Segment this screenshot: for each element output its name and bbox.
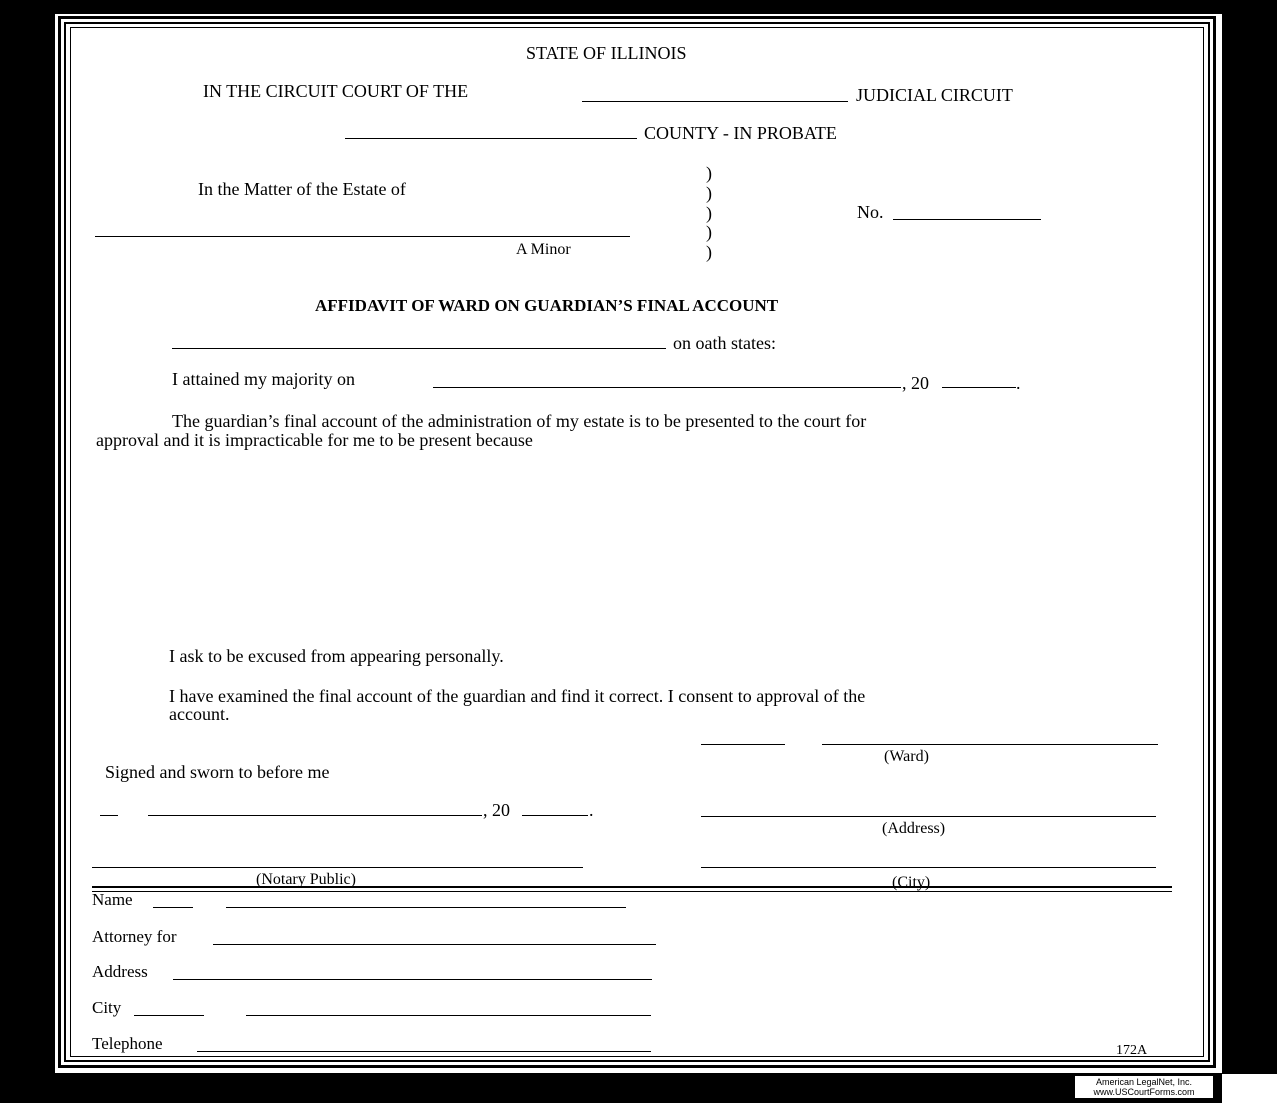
county-probate-label: COUNTY - IN PROBATE [644,123,837,143]
attorney-city-blank-a[interactable] [134,1015,204,1016]
ward-signature-blank-b[interactable] [822,744,1158,745]
state-heading: STATE OF ILLINOIS [526,43,687,63]
ward-label: (Ward) [884,748,929,765]
county-blank[interactable] [345,138,637,139]
scan-edge-right [1222,0,1277,1074]
examined-paragraph-line2: account. [169,704,230,724]
majority-period: . [1016,373,1021,393]
examined-paragraph-line1: I have examined the final account of the guardian and find it correct. I consent to approval of the [169,686,866,706]
caption-paren-2: ) [706,183,712,203]
attorney-city-label: City [92,998,122,1017]
sworn-year-period: . [589,800,594,820]
city-label: (City) [892,874,931,891]
circuit-number-blank[interactable] [582,101,848,102]
attorney-for-blank[interactable] [213,944,656,945]
scan-edge-top [55,0,1222,14]
address-blank[interactable] [701,816,1156,817]
attorney-name-label: Name [92,890,133,909]
notary-public-label: (Notary Public) [256,871,356,888]
on-oath-states: on oath states: [673,333,776,353]
attorney-address-label: Address [92,962,148,981]
ward-signature-blank-a[interactable] [701,744,785,745]
notary-signature-blank[interactable] [92,867,583,868]
footer-credit-line1: American LegalNet, Inc. [1095,1077,1193,1087]
attorney-telephone-blank[interactable] [197,1051,651,1052]
sworn-day-blank[interactable] [100,815,118,816]
guardian-paragraph-line2: approval and it is impracticable for me to be present because [96,430,533,450]
circuit-court-prefix: IN THE CIRCUIT COURT OF THE [203,81,469,101]
attorney-address-blank[interactable] [173,979,652,980]
caption-paren-5: ) [706,242,712,262]
excused-statement: I ask to be excused from appearing personally. [169,646,504,666]
city-blank[interactable] [701,867,1156,868]
sworn-date-blank[interactable] [148,815,482,816]
address-label: (Address) [882,820,946,837]
a-minor-label: A Minor [516,241,571,258]
caption-paren-1: ) [706,163,712,183]
case-number-blank[interactable] [893,219,1041,220]
attorney-name-blank-a[interactable] [153,907,193,908]
guardian-paragraph-line1: The guardian’s final account of the administration of my estate is to be presented to the court for [172,411,867,431]
caption-paren-4: ) [706,222,712,242]
attorney-for-label: Attorney for [92,927,177,946]
attorney-telephone-label: Telephone [92,1034,163,1053]
majority-year-blank[interactable] [942,387,1016,388]
majority-year-prefix: , 20 [902,373,929,393]
caption-paren-3: ) [706,203,712,223]
form-number: 172A [1116,1043,1148,1058]
footer-credit [1074,1075,1214,1099]
majority-date-blank[interactable] [433,387,901,388]
sworn-year-prefix: , 20 [483,800,510,820]
footer-credit-line2: www.USCourtForms.com [1093,1087,1195,1097]
minor-name-blank[interactable] [95,236,630,237]
divider-bottom [92,891,1172,892]
divider-top [92,886,1172,888]
scan-edge-bottom [55,1073,1222,1103]
attorney-city-blank-b[interactable] [246,1015,651,1016]
sworn-year-blank[interactable] [522,815,588,816]
affiant-name-blank[interactable] [172,348,666,349]
affidavit-title: AFFIDAVIT OF WARD ON GUARDIAN’S FINAL ACCOUNT [315,296,779,315]
scan-edge-left [0,0,55,1103]
signed-sworn-label: Signed and sworn to before me [105,762,330,782]
attorney-name-blank-b[interactable] [226,907,626,908]
case-number-label: No. [857,202,884,222]
matter-of-estate-label: In the Matter of the Estate of [198,179,406,199]
judicial-circuit-label: JUDICIAL CIRCUIT [856,85,1013,105]
majority-prefix: I attained my majority on [172,369,355,389]
